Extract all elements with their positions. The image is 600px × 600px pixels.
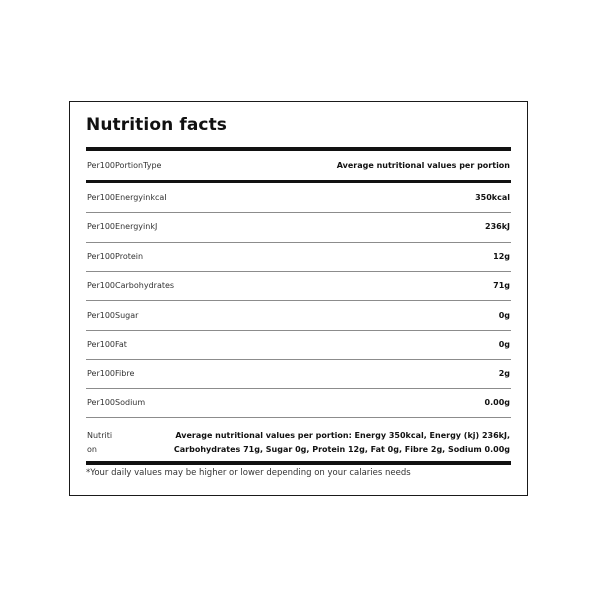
row-label-energy-kcal: Per100EnergyinkcaI bbox=[87, 193, 167, 202]
row-divider bbox=[86, 388, 511, 389]
row-divider bbox=[86, 271, 511, 272]
row-value-protein: 12g bbox=[493, 252, 510, 261]
row-value-sodium: 0.00g bbox=[484, 398, 510, 407]
footnote: *Your daily values may be higher or lower depending on your calaries needs bbox=[86, 468, 411, 478]
title-divider bbox=[86, 147, 511, 151]
row-divider bbox=[86, 417, 511, 418]
row-value-energy-kj: 236kJ bbox=[485, 222, 510, 231]
bottom-divider bbox=[86, 461, 511, 465]
row-value-carbohydrates: 71g bbox=[493, 281, 510, 290]
row-divider bbox=[86, 242, 511, 243]
row-label-sodium: Per100Sodium bbox=[87, 398, 146, 407]
nutrition-facts-panel bbox=[69, 101, 528, 496]
header-value: Average nutritional values per portion bbox=[336, 161, 510, 170]
row-value-sugar: 0g bbox=[498, 311, 510, 320]
row-label-fibre: Per100Fibre bbox=[87, 369, 135, 378]
row-divider bbox=[86, 300, 511, 301]
row-label-carbohydrates: Per100Carbohydrates bbox=[87, 281, 175, 290]
row-label-sugar: Per100Sugar bbox=[87, 311, 139, 320]
row-label-energy-kj: Per100EnergyinkJ bbox=[87, 222, 158, 231]
header-divider bbox=[86, 180, 511, 183]
summary-label: Nutrition bbox=[87, 431, 113, 454]
row-value-energy-kcal: 350kcal bbox=[475, 193, 510, 202]
panel-title: Nutrition facts bbox=[86, 115, 228, 135]
row-divider bbox=[86, 359, 511, 360]
row-label-fat: Per100Fat bbox=[87, 340, 127, 349]
header-label: Per100PortionType bbox=[87, 161, 162, 170]
row-divider bbox=[86, 330, 511, 331]
row-value-fibre: 2g bbox=[498, 369, 510, 378]
row-divider bbox=[86, 212, 511, 213]
row-label-protein: Per100Protein bbox=[87, 252, 144, 261]
summary-text: Average nutritional values per portion: Energy 350kcal, Energy (kj) 236kJ, Carbohydrates 71g, Sugar 0g, Protein 12g, Fat 0g, Fibre 2g, Sodium 0.00g bbox=[173, 431, 510, 454]
row-value-fat: 0g bbox=[498, 340, 510, 349]
